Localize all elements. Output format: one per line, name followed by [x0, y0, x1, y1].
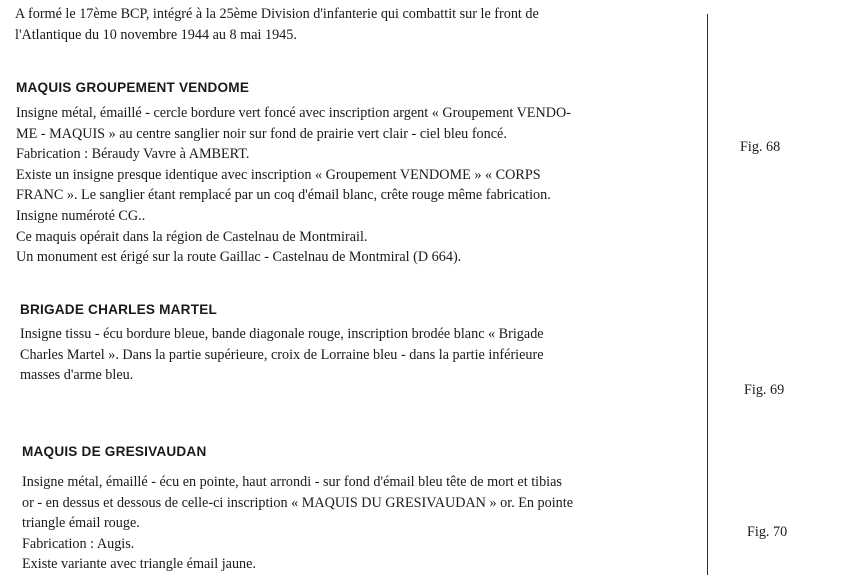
- body-line: masses d'arme bleu.: [20, 367, 134, 384]
- body-line: Existe un insigne presque identique avec inscription « Groupement VENDOME » « CORPS: [16, 166, 541, 183]
- section-body-gresivaudan: [22, 472, 573, 575]
- body-line: ME - MAQUIS » au centre sanglier noir sur fond de prairie vert clair - ciel bleu foncé.: [16, 125, 507, 142]
- body-line: FRANC ». Le sanglier étant remplacé par un coq d'émail blanc, crête rouge même fabrication.: [16, 187, 551, 204]
- body-line: triangle émail rouge.: [22, 515, 140, 532]
- figure-label-68: Fig. 68: [740, 139, 781, 155]
- section-body-martel: [20, 324, 544, 386]
- section-heading-martel: BRIGADE CHARLES MARTEL: [20, 302, 217, 317]
- body-line: Charles Martel ». Dans la partie supérieure, croix de Lorraine bleu - dans la partie inférieure: [20, 346, 544, 363]
- section-body-vendome: [16, 103, 571, 268]
- body-line: or - en dessus et dessous de celle-ci inscription « MAQUIS DU GRESIVAUDAN » or. En pointe: [22, 494, 574, 511]
- figure-label-70: Fig. 70: [747, 524, 788, 540]
- section-heading-gresivaudan: MAQUIS DE GRESIVAUDAN: [22, 444, 207, 459]
- body-line: Fabrication : Augis.: [22, 535, 135, 552]
- figure-label-69: Fig. 69: [744, 382, 785, 398]
- body-line: Insigne tissu - écu bordure bleue, bande diagonale rouge, inscription brodée blanc « Brigade: [20, 326, 544, 342]
- body-line: Existe variante avec triangle émail jaune.: [22, 556, 256, 573]
- body-line: Un monument est érigé sur la route Gaillac - Castelnau de Montmiral (D 664).: [16, 249, 462, 266]
- body-line: Ce maquis opérait dans la région de Castelnau de Montmirail.: [16, 228, 368, 245]
- body-line: Insigne numéroté CG..: [16, 207, 146, 224]
- body-line: Insigne métal, émaillé - cercle bordure vert foncé avec inscription argent « Groupement VENDO-: [16, 105, 571, 121]
- body-line: Fabrication : Béraudy Vavre à AMBERT.: [16, 146, 250, 163]
- intro-line: A formé le 17ème BCP, intégré à la 25ème Division d'infanterie qui combattit sur le front de: [15, 6, 539, 22]
- intro-line: l'Atlantique du 10 novembre 1944 au 8 mai 1945.: [15, 26, 297, 43]
- intro-paragraph: [15, 4, 539, 45]
- section-heading-vendome: MAQUIS GROUPEMENT VENDOME: [16, 80, 250, 95]
- body-line: Insigne métal, émaillé - écu en pointe, haut arrondi - sur fond d'émail bleu tête de mort et tibias: [22, 474, 562, 490]
- column-divider: [707, 14, 708, 575]
